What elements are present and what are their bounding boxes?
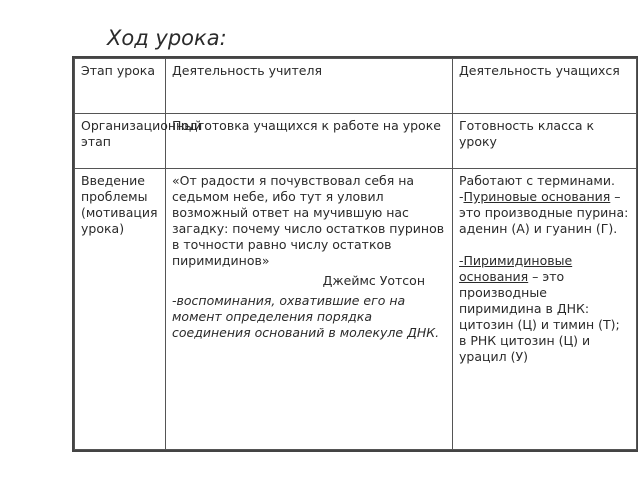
header-students: Деятельность учащихся bbox=[453, 59, 637, 114]
students-intro: Работают с терминами. bbox=[459, 173, 615, 188]
table-header-row bbox=[75, 59, 637, 114]
row-stage: Организационный этап bbox=[75, 114, 166, 169]
pyrimidine-definition bbox=[459, 253, 631, 365]
lesson-table bbox=[72, 56, 638, 452]
row-stage: Введение проблемы (мотивация урока) bbox=[75, 169, 166, 450]
purine-term: Пуриновые основания bbox=[463, 189, 611, 204]
table-row bbox=[75, 114, 637, 169]
header-stage: Этап урока bbox=[75, 59, 166, 114]
slide-title: Ход урока: bbox=[107, 26, 227, 50]
row-students-cell bbox=[453, 169, 637, 450]
header-teacher: Деятельность учителя bbox=[166, 59, 453, 114]
watson-quote: «От радости я почувствовал себя на седьмом небе, ибо тут я уловил возможный ответ на мучившую нас загадку: почему число остатков пуринов в точности равно числу остатков пиримидинов» bbox=[172, 173, 445, 268]
pyrimidine-term: -Пиримидиновые основания bbox=[459, 253, 573, 284]
quote-author: Джеймс Уотсон bbox=[322, 273, 425, 288]
purine-def: – это производные пурина: аденин (А) и гуанин (Г). bbox=[459, 189, 629, 236]
row-teacher-cell bbox=[166, 169, 453, 450]
quote-note: -воспоминания, охватившие его на момент определения порядка соединения оснований в молекуле ДНК. bbox=[172, 293, 440, 340]
row-teacher: Подготовка учащихся к работе на уроке bbox=[166, 114, 453, 169]
purine-prefix: - bbox=[459, 189, 464, 204]
table-row bbox=[75, 169, 637, 450]
row-students: Готовность класса к уроку bbox=[453, 114, 637, 169]
pyrimidine-def: – это производные пиримидина в ДНК: цитозин (Ц) и тимин (Т); в РНК цитозин (Ц) и урацил (У) bbox=[459, 269, 620, 364]
purine-definition bbox=[459, 189, 631, 237]
